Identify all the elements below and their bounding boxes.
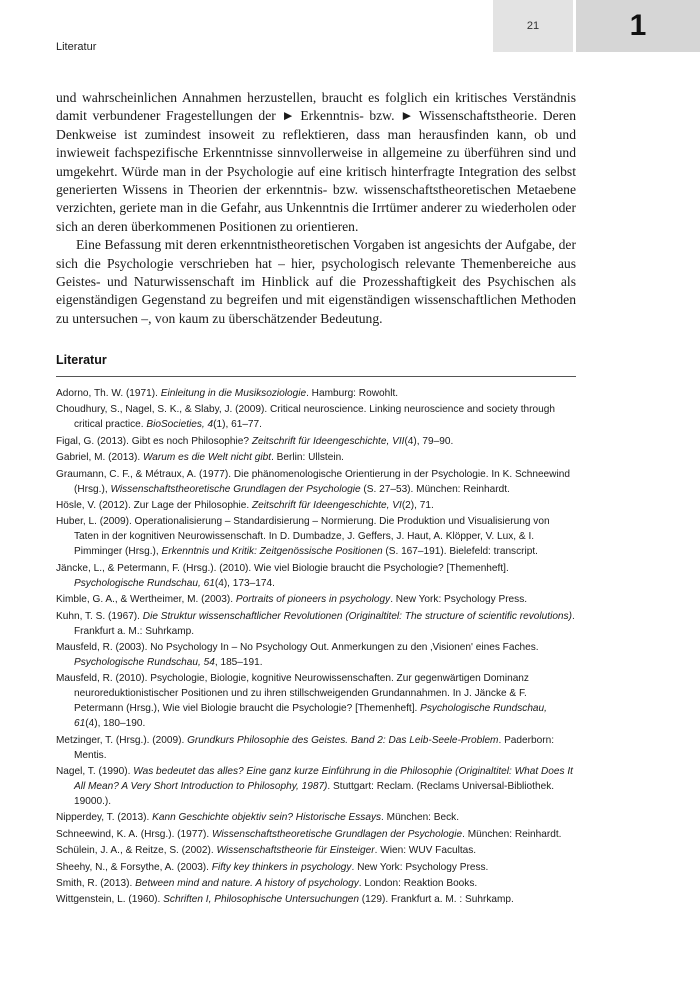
running-head: Literatur bbox=[56, 41, 97, 53]
reference-entry: Kuhn, T. S. (1967). Die Struktur wissenschaftlicher Revolutionen (Originaltitel: The structure of scientific revolutions). Frankfurt a. M.: Suhrkamp. bbox=[56, 610, 575, 637]
reference-entry: Nagel, T. (1990). Was bedeutet das alles? Eine ganz kurze Einführung in die Philosophie (Originaltitel: What Does It All Mean? A Very Short Introduction to Philosophy, 1987). Stuttgart: Reclam. (Reclams Universal-Bibliothek. 19000.). bbox=[56, 766, 573, 808]
reference-entry: Figal, G. (2013). Gibt es noch Philosophie? Zeitschrift für Ideengeschichte, VII(4), 79–90. bbox=[56, 435, 454, 447]
page-number: 21 bbox=[493, 0, 573, 52]
reference-entry: Choudhury, S., Nagel, S. K., & Slaby, J. (2009). Critical neuroscience. Linking neuroscience and society through critical practice. BioSocieties, 4(1), 61–77. bbox=[56, 404, 555, 431]
reference-entry: Adorno, Th. W. (1971). Einleitung in die Musiksoziologie. Hamburg: Rowohlt. bbox=[56, 388, 399, 399]
heading-rule bbox=[56, 376, 576, 377]
reference-entry: Wittgenstein, L. (1960). Schriften I, Philosophische Untersuchungen (129). Frankfurt a. M. : Suhrkamp. bbox=[56, 894, 514, 906]
literature-heading: Literatur bbox=[56, 353, 107, 367]
reference-entry: Kimble, G. A., & Wertheimer, M. (2003). Portraits of pioneers in psychology. New York: Psychology Press. bbox=[56, 594, 528, 606]
paragraph-1: und wahrscheinlichen Annahmen herzustellen, braucht es folglich ein kritisches Verständnis damit verbundener Fragestellungen der ► Erkenntnis- bzw. ► Wissenschaftstheorie. Deren Denkweise ist zumindest insoweit zu reflektieren, dass man herausfinden kann, ob und inwieweit fachspezifische Erkenntnisse sinnvollerweise in allgemeine zu überführen sind und umgekehrt. Würde man in der Psychologie auf eine kritisch hinterfragte Integration des selbst generierten Wissens in Theorien der erkenntnis- bzw. wissenschaftstheoretischen Metaebene verzichten, geriete man in die Gefahr, aus Unkenntnis die Irrtümer anderer zu wiederholen oder sich an deren überkommenen Positionen zu orientieren. bbox=[56, 90, 576, 234]
reference-entry: Nipperdey, T. (2013). Kann Geschichte objektiv sein? Historische Essays. München: Beck. bbox=[56, 812, 460, 824]
reference-entry: Mausfeld, R. (2003). No Psychology In – No Psychology Out. Anmerkungen zu den ‚Visionen' eines Faches. Psychologische Rundschau, 54, 185–191. bbox=[56, 641, 539, 668]
reference-entry: Gabriel, M. (2013). Warum es die Welt nicht gibt. Berlin: Ullstein. bbox=[56, 452, 344, 464]
chapter-number: 1 bbox=[576, 0, 700, 52]
body-text bbox=[56, 89, 576, 328]
reference-entry: Hösle, V. (2012). Zur Lage der Philosophie. Zeitschrift für Ideengeschichte, VI(2), 71. bbox=[56, 499, 434, 511]
reference-entry: Metzinger, T. (Hrsg.). (2009). Grundkurs Philosophie des Geistes. Band 2: Das Leib-Seele-Problem. Paderborn: Mentis. bbox=[56, 734, 555, 761]
reference-entry: Sheehy, N., & Forsythe, A. (2003). Fifty key thinkers in psychology. New York: Psychology Press. bbox=[56, 861, 489, 873]
reference-entry: Graumann, C. F., & Métraux, A. (1977). Die phänomenologische Orientierung in der Psychologie. In K. Schneewind (Hrsg.), Wissenschaftstheoretische Grundlagen der Psychologie (S. 27–53). München: Reinhardt. bbox=[56, 468, 570, 495]
reference-entry: Smith, R. (2013). Between mind and nature. A history of psychology. London: Reaktion Books. bbox=[56, 878, 478, 890]
reference-entry: Huber, L. (2009). Operationalisierung – Standardisierung – Normierung. Die Produktion und Visualisierung von Taten in der kognitiven Neurowissenschaft. In D. Dumbadze, J. Geffers, J. Haut, A. Klöpper, V. Lux, & I. Pimminger (Hrsg.), Erkenntnis und Kritik: Zeitgenössische Positionen (S. 167–191). Bielefeld: transcript. bbox=[56, 516, 550, 558]
reference-entry: Schneewind, K. A. (Hrsg.). (1977). Wissenschaftstheoretische Grundlagen der Psychologie. München: Reinhardt. bbox=[56, 828, 562, 840]
reference-list bbox=[56, 386, 576, 909]
reference-entry: Jäncke, L., & Petermann, F. (Hrsg.). (2010). Wie viel Biologie braucht die Psychologie? [Themenheft]. Psychologische Rundschau, 61(4), 173–174. bbox=[56, 562, 509, 589]
reference-entry: Mausfeld, R. (2010). Psychologie, Biologie, kognitive Neurowissenschaften. Zur gegenwärtigen Dominanz neuroreduktionistischer Positionen und zu ihren stillschweigenden Grundannahmen. In J. Jäncke & F. Petermann (Hrsg.), Wie viel Biologie braucht die Psychologie? [Themenheft]. Psychologische Rundschau, 61(4), 180–190. bbox=[56, 673, 547, 730]
reference-entry: Schülein, J. A., & Reitze, S. (2002). Wissenschaftstheorie für Einsteiger. Wien: WUV Facultas. bbox=[56, 845, 477, 857]
paragraph-2: Eine Befassung mit deren erkenntnistheoretischen Vorgaben ist angesichts der Aufgabe, der sich die Psychologie verschrieben hat – hier, psychologisch relevante Themenbereiche aus Geistes- und Naturwissenschaft im Hinblick auf die Prozesshaftigkeit des Psychischen als eigenständigen Gegenstand zu begreifen und mit eigenständigen wissenschaftlichen Methoden zu untersuchen –, von kaum zu überschätzender Bedeutung. bbox=[56, 237, 576, 326]
